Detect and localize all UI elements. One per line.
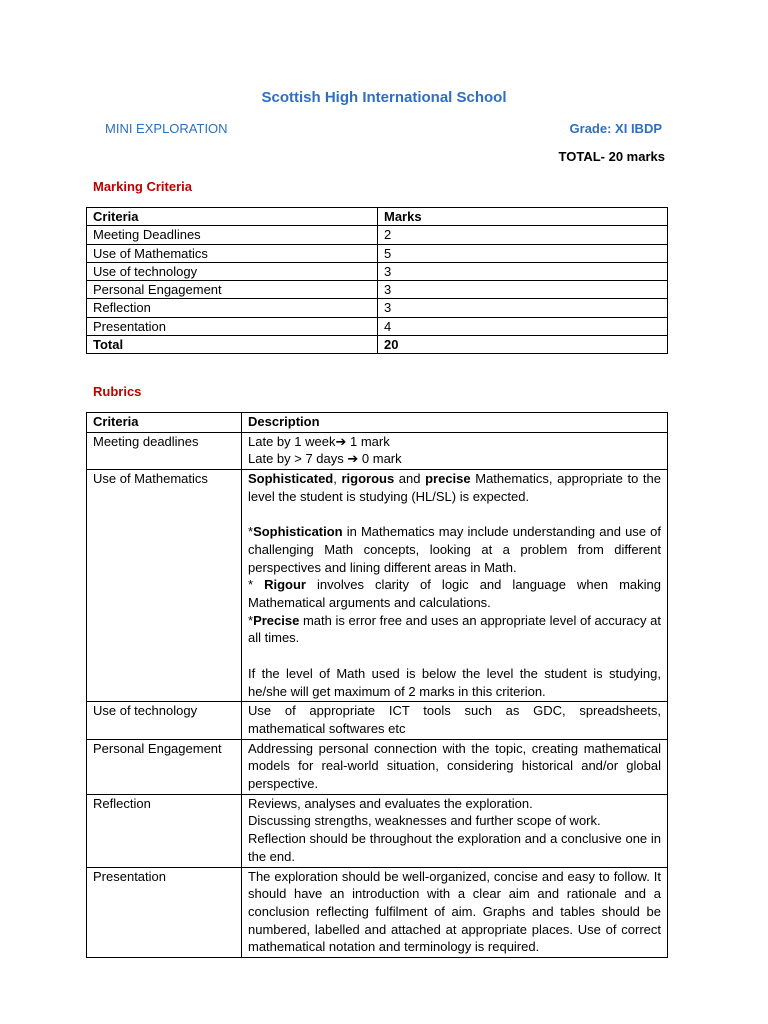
criteria-cell: Meeting Deadlines (87, 226, 378, 244)
school-title: Scottish High International School (261, 89, 507, 106)
text: in Mathematics may include understanding and use of challenging Math concepts, looking at a problem from different perspectives and lining different areas in Math. (248, 524, 661, 575)
text: If the level of Math used is below the level the student is studying, he/she will get maximum of 2 marks in this criterion. (248, 665, 661, 699)
marking-criteria-heading: Marking Criteria (93, 179, 192, 194)
marks-cell: 4 (378, 317, 668, 335)
text: * (248, 577, 265, 593)
deadline-text: Late by 1 week (248, 433, 336, 449)
table-header-row (87, 208, 668, 226)
bold-term: Precise (253, 612, 300, 628)
criteria-cell: Personal Engagement (87, 739, 242, 794)
description-cell (242, 794, 668, 867)
text: and (394, 471, 426, 487)
marks-cell: 5 (378, 244, 668, 262)
criteria-cell: Presentation (87, 317, 378, 335)
header-description: Description (242, 413, 668, 433)
table-row (87, 299, 668, 317)
bold-term: Rigour (264, 577, 306, 593)
description-cell: Addressing personal connection with the topic, creating mathematical models for real-world situation, considering historical and/or global perspective. (242, 739, 668, 794)
description-cell: The exploration should be well-organized, concise and easy to follow. It should have an introduction with a clear aim and rationale and a conclusion reflecting fulfilment of aim. Graphs and tables should be numbered, labelled and attached at appropriate places. Use of correct mathematical notation and terminology is required. (242, 867, 668, 958)
marking-criteria-table (86, 207, 668, 354)
table-header-row (87, 413, 668, 433)
description-cell: Use of appropriate ICT tools such as GDC, spreadsheets, mathematical softwares etc (242, 702, 668, 739)
table-row (87, 867, 668, 958)
arrow-right-icon: ➔ (335, 433, 347, 449)
total-label: Total (87, 336, 378, 354)
text: Reviews, analyses and evaluates the exploration. (248, 795, 533, 811)
table-row (87, 262, 668, 280)
table-row (87, 226, 668, 244)
total-row (87, 336, 668, 354)
criteria-cell: Use of technology (87, 262, 378, 280)
text: involves clarity of logic and language when making Mathematical arguments and calculations. (248, 577, 662, 611)
table-row (87, 317, 668, 335)
text: math is error free and uses an appropriate level of accuracy at all times. (248, 612, 661, 646)
total-marks-label: TOTAL- 20 marks (558, 149, 665, 164)
deadline-mark: 0 mark (358, 451, 402, 467)
header-criteria: Criteria (87, 208, 378, 226)
description-cell (242, 470, 668, 702)
criteria-cell: Personal Engagement (87, 281, 378, 299)
table-row (87, 702, 668, 739)
deadline-mark: 1 mark (346, 433, 390, 449)
text: * (248, 524, 254, 540)
marks-cell: 2 (378, 226, 668, 244)
description-cell (242, 432, 668, 469)
bold-term: rigorous (341, 471, 395, 487)
text: * (248, 612, 254, 628)
criteria-cell: Use of Mathematics (87, 470, 242, 702)
criteria-cell: Reflection (87, 794, 242, 867)
rubrics-heading: Rubrics (93, 384, 142, 399)
table-row (87, 432, 668, 469)
header-marks: Marks (378, 208, 668, 226)
text: Discussing strengths, weaknesses and further scope of work. (248, 813, 601, 829)
table-row (87, 739, 668, 794)
criteria-cell: Presentation (87, 867, 242, 958)
criteria-cell: Reflection (87, 299, 378, 317)
criteria-cell: Use of Mathematics (87, 244, 378, 262)
rubrics-table (86, 412, 668, 958)
table-row (87, 470, 668, 702)
bold-term: precise (425, 471, 471, 487)
assignment-title: MINI EXPLORATION (105, 121, 228, 136)
table-row (87, 281, 668, 299)
table-row (87, 244, 668, 262)
bold-term: Sophisticated (248, 471, 334, 487)
bold-term: Sophistication (253, 524, 343, 540)
text: Reflection should be throughout the exploration and a conclusive one in the end. (248, 831, 661, 864)
criteria-cell: Use of technology (87, 702, 242, 739)
deadline-text: Late by > 7 days (248, 451, 348, 467)
text: , (333, 471, 342, 487)
marks-cell: 3 (378, 262, 668, 280)
grade-label: Grade: XI IBDP (569, 121, 662, 136)
criteria-cell: Meeting deadlines (87, 432, 242, 469)
text: Mathematics, appropriate to the level the student is studying (HL/SL) is expected. (248, 471, 661, 504)
marks-cell: 3 (378, 281, 668, 299)
header-criteria: Criteria (87, 413, 242, 433)
total-value: 20 (378, 336, 668, 354)
table-row (87, 794, 668, 867)
marks-cell: 3 (378, 299, 668, 317)
arrow-right-icon: ➔ (347, 451, 359, 467)
